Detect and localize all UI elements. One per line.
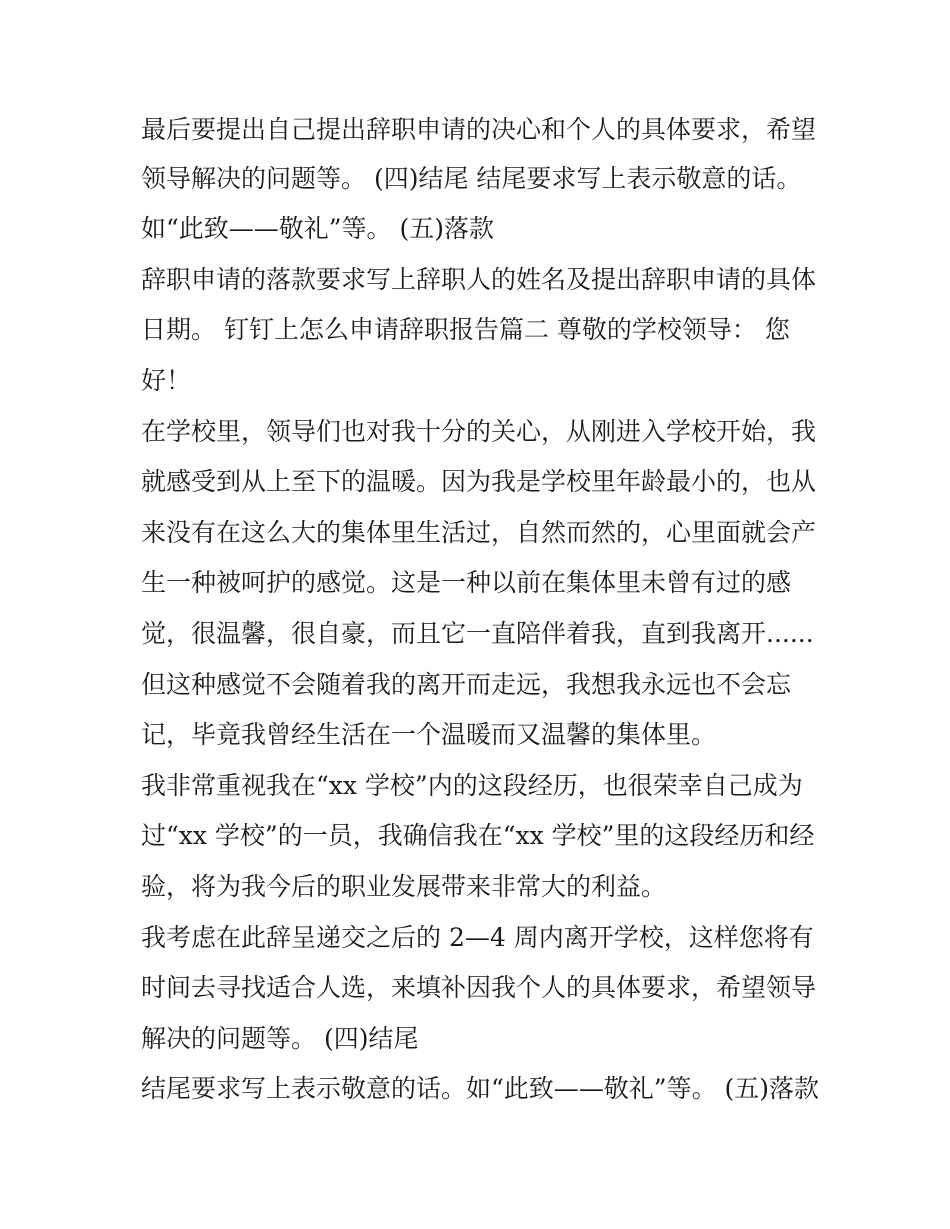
text-line: 来没有在这么大的集体里生活过，自然而然的，心里面就会产 [141,518,817,547]
text-line: 日期。 钉钉上怎么申请辞职报告篇二 尊敬的学校领导： 您 [141,315,790,344]
text-line: 领导解决的问题等。 (四)结尾 结尾要求写上表示敬意的话。 [141,164,802,193]
text-line: 最后要提出自己提出辞职申请的决心和个人的具体要求，希望 [141,115,817,144]
text-line: 但这种感觉不会随着我的离开而走远，我想我永远也不会忘 [141,670,792,699]
text-line: 我考虑在此辞呈递交之后的 2—4 周内离开学校，这样您将有 [141,923,814,952]
text-line: 结尾要求写上表示敬意的话。如“此致——敬礼”等。 (五)落款 [141,1074,820,1103]
text-line: 时间去寻找适合人选，来填补因我个人的具体要求，希望领导 [141,973,817,1002]
text-line: 我非常重视我在“xx 学校”内的这段经历，也很荣幸自己成为 [141,771,803,800]
text-line: 生一种被呵护的感觉。这是一种以前在集体里未曾有过的感 [141,568,792,597]
text-line: 过“xx 学校”的一员，我确信我在“xx 学校”里的这段经历和经 [141,821,815,850]
text-line: 就感受到从上至下的温暖。因为我是学校里年龄最小的，也从 [141,467,817,496]
text-line: 解决的问题等。 (四)结尾 [141,1024,419,1053]
text-line: 验，将为我今后的职业发展带来非常大的利益。 [141,872,667,901]
text-line: 好！ [141,366,192,395]
text-line: 觉，很温馨，很自豪，而且它一直陪伴着我，直到我离开...... [141,619,814,648]
text-line: 辞职申请的落款要求写上辞职人的姓名及提出辞职申请的具体 [141,265,817,294]
text-line: 记，毕竟我曾经生活在一个温暖而又温馨的集体里。 [141,720,717,749]
text-line: 在学校里，领导们也对我十分的关心，从刚进入学校开始，我 [141,417,817,446]
text-line: 如“此致——敬礼”等。 (五)落款 [141,214,495,243]
